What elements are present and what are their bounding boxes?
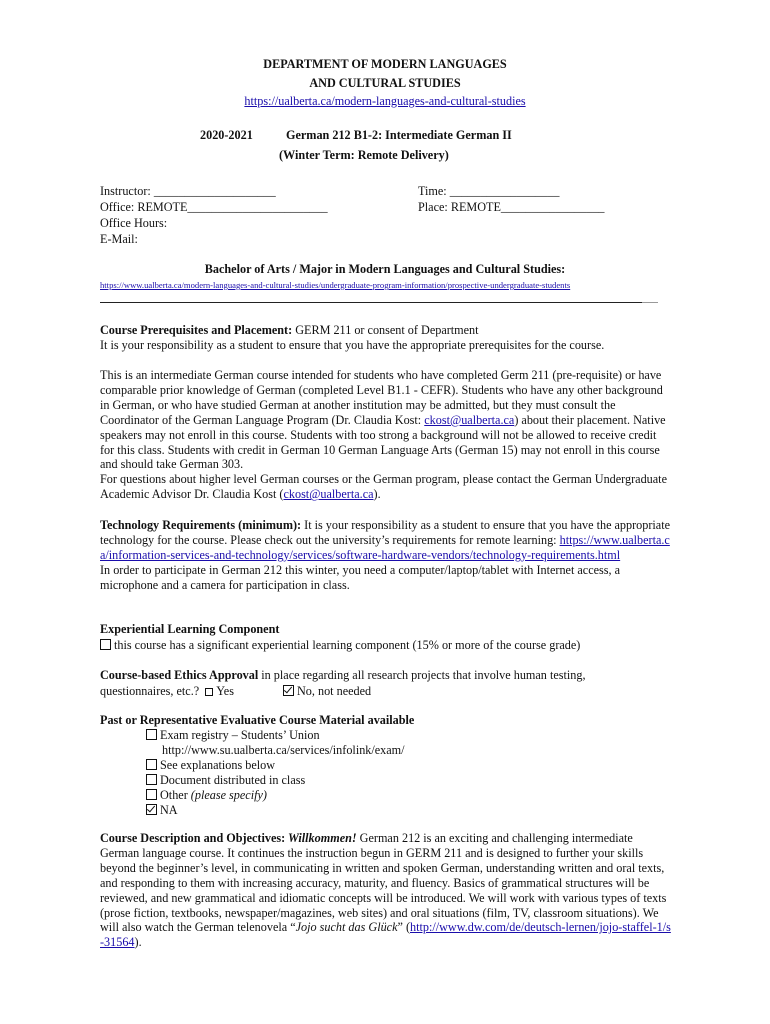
ethics-yes-label: Yes	[216, 684, 234, 698]
tech-section	[100, 518, 672, 593]
description-text-3: ).	[134, 935, 142, 950]
prereq-label: Course Prerequisites and Placement:	[100, 323, 293, 337]
program-heading: Bachelor of Arts / Major in Modern Languages and Cultural Studies:	[204, 262, 566, 276]
tech-text-2: In order to participate in German 212 this winter, you need a computer/laptop/tablet with Internet access, a microphone and a camera for participation in class.	[100, 562, 621, 592]
document-checkbox[interactable]	[146, 774, 157, 785]
telenovela-link[interactable]: http://www.dw.com/de/deutsch-lernen/jojo-staffel-1/s-31564	[100, 920, 671, 950]
time-field: Time: __________________	[418, 184, 560, 198]
ethics-no-label: No, not needed	[297, 684, 372, 698]
office-field: Office: REMOTE_______________________	[100, 200, 328, 214]
experiential-heading: Experiential Learning Component	[100, 622, 280, 636]
na-label: NA	[160, 803, 178, 817]
ethics-no-option	[283, 684, 371, 699]
exam-registry-label: Exam registry – Students’ Union	[160, 728, 320, 742]
other-specify: (please specify)	[190, 788, 267, 802]
dept-url-wrap	[0, 94, 770, 109]
ethics-line-2	[100, 684, 234, 699]
experiential-checkbox[interactable]	[100, 639, 111, 650]
horizontal-rule	[100, 302, 658, 303]
intro-paragraph	[100, 368, 672, 502]
evaluative-heading: Past or Representative Evaluative Course Material available	[100, 713, 415, 727]
evaluative-item-other	[146, 788, 267, 803]
intro-text-2: ) about their placement. Native speakers may not enroll in this course. Students with too strong a background will not be allowed to receive credit for this class. Students with credit in German 10 German Language Arts (German 15) may not enroll in this course and should take German 303.	[100, 412, 666, 472]
program-url-link[interactable]: https://www.ualberta.ca/modern-languages-and-cultural-studies/undergraduate-program-information/prospective-undergraduate-students	[100, 280, 571, 290]
tech-label: Technology Requirements (minimum):	[100, 518, 302, 532]
other-label: Other	[160, 788, 191, 802]
explanations-checkbox[interactable]	[146, 759, 157, 770]
description-label: Course Description and Objectives:	[100, 831, 286, 845]
ethics-yes-checkbox[interactable]	[205, 688, 213, 696]
dept-url-link[interactable]: https://ualberta.ca/modern-languages-and-cultural-studies	[244, 94, 526, 108]
email-field: E-Mail:	[100, 232, 138, 246]
place-field: Place: REMOTE_________________	[418, 200, 605, 214]
dept-line-2: AND CULTURAL STUDIES	[309, 76, 461, 90]
coordinator-email-link[interactable]: ckost@ualberta.ca	[424, 412, 515, 427]
academic-year: 2020-2021	[200, 128, 253, 142]
exam-registry-checkbox[interactable]	[146, 729, 157, 740]
program-url-wrap	[100, 280, 570, 290]
instructor-field: Instructor: ____________________	[100, 184, 276, 198]
evaluative-item-explanations	[146, 758, 275, 773]
course-title: German 212 B1-2: Intermediate German II	[286, 128, 512, 142]
ethics-no-checkbox[interactable]	[283, 685, 294, 696]
description-text-2: ” (	[397, 920, 411, 935]
description-text: German 212 is an exciting and challenging intermediate German language course. It continues the instruction begun in GERM 211 and is designed to further your skills beyond the beginner’s level, in communicating in written and spoken German, understanding written and oral texts, and responding to them with increasing accuracy, maturity, and fluency. Basics of grammatical structures will be reviewed, and new grammatical and idiomatic concepts will be introduced. We will work with various types of texts (prose fiction, textbooks, newspaper/magazines, web sites) and oral situations (film, TV, classroom situations). We will also watch the German telenovela “	[100, 831, 667, 935]
ethics-question: questionnaires, etc.?	[100, 684, 203, 698]
other-checkbox[interactable]	[146, 789, 157, 800]
tech-requirements-link[interactable]: https://www.ualberta.ca/information-services-and-technology/services/software-hardware-vendors/technology-requirements.html	[100, 532, 670, 562]
evaluative-item-exam-registry	[146, 728, 320, 743]
office-hours-field: Office Hours:	[100, 216, 168, 230]
advisor-text-2: ).	[373, 487, 381, 502]
evaluative-item-na	[146, 803, 178, 818]
ethics-label: Course-based Ethics Approval	[100, 668, 259, 682]
description-section	[100, 831, 672, 950]
dept-line-1: DEPARTMENT OF MODERN LANGUAGES	[263, 57, 507, 71]
ethics-line-1	[100, 668, 586, 683]
advisor-email-link[interactable]: ckost@ualberta.ca	[283, 487, 374, 502]
advisor-text-1: For questions about higher level German courses or the German program, please contact the German Undergraduate Academic Advisor Dr. Claudia Kost (	[100, 472, 667, 502]
document-label: Document distributed in class	[160, 773, 306, 787]
na-checkbox[interactable]	[146, 804, 157, 815]
intro-text-1: This is an intermediate German course intended for students who have completed Germ 211 (pre-requisite) or have comparable prior knowledge of German (completed Level B1.1 - CEFR). Students who have any other background in German, or who have studied German at another institution may be admitted, but they must consult the Coordinator of the German Language Program (Dr. Claudia Kost:	[100, 368, 663, 427]
prereq-section	[100, 323, 672, 353]
course-term: (Winter Term: Remote Delivery)	[279, 148, 449, 162]
ethics-text: in place regarding all research projects that involve human testing,	[258, 668, 586, 682]
experiential-item-label: this course has a significant experiential learning component (15% or more of the course grade)	[114, 638, 581, 652]
exam-registry-url: http://www.su.ualberta.ca/services/infolink/exam/	[162, 743, 405, 757]
telenovela-title: Jojo sucht das Glück	[295, 920, 398, 935]
horizontal-rule-end	[642, 302, 658, 303]
evaluative-item-document	[146, 773, 305, 788]
experiential-item	[100, 638, 580, 653]
explanations-label: See explanations below	[160, 758, 276, 772]
prereq-text: GERM 211 or consent of Department	[292, 323, 479, 337]
prereq-responsibility: It is your responsibility as a student to ensure that you have the appropriate prerequisites for the course.	[100, 337, 605, 352]
tech-text: It is your responsibility as a student to ensure that you have the appropriate technology for the course. Please check out the university’s requirements for remote learning:	[100, 518, 671, 547]
welcome-word: Willkommen!	[285, 831, 357, 845]
